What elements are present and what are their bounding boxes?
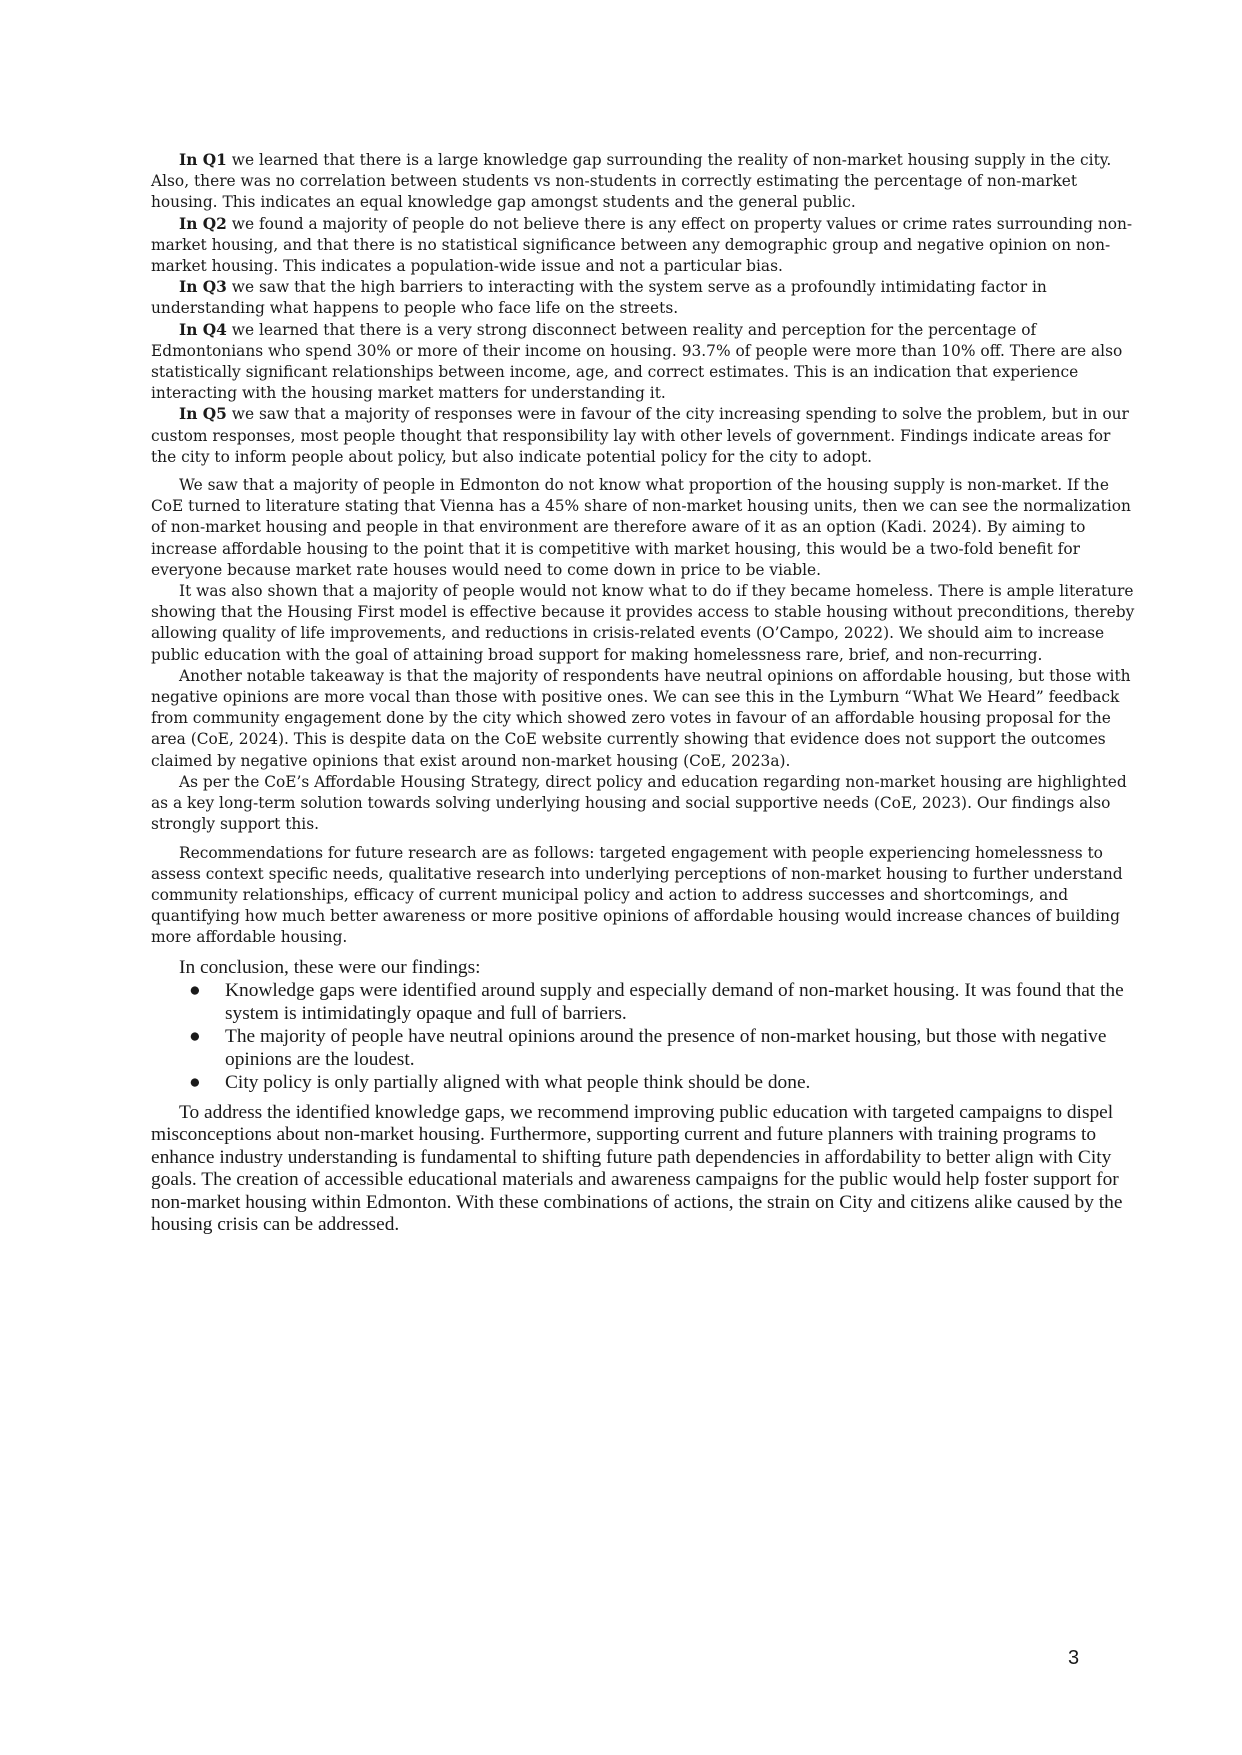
- finding-q5: [151, 404, 1135, 468]
- document-page: [151, 150, 1135, 1237]
- q1-text: we learned that there is a large knowledge gap surrounding the reality of non-market housing supply in the city. Also, there was no correlation between students vs non-students in correctly estimating the percentage of non-market housing. This indicates an equal knowledge gap amongst students and the general public.: [151, 151, 1112, 212]
- conclusion-intro: In conclusion, these were our findings:: [179, 956, 481, 978]
- recommendations-paragraph: Recommendations for future research are as follows: targeted engagement with people experiencing homelessness to assess context specific needs, qualitative research into underlying perceptions of non-market housing to further understand community relationships, efficacy of current municipal policy and action to address successes and shortcomings, and quantifying how much better awareness or more positive opinions of affordable housing would increase chances of building more affordable housing.: [151, 843, 1123, 947]
- q4-text: we learned that there is a very strong disconnect between reality and perception for the percentage of Edmontonians who spend 30% or more of their income on housing. 93.7% of people were more than 10% off. There are also statistically significant relationships between income, age, and correct estimates. This is an indication that experience interacting with the housing market matters for understanding it.: [151, 320, 1123, 403]
- bullet-icon: ●: [189, 1025, 201, 1047]
- page-number: 3: [1068, 1647, 1080, 1669]
- question-findings: [151, 150, 1135, 468]
- list-item: [151, 1025, 1135, 1071]
- finding-text: City policy is only partially aligned with what people think should be done.: [225, 1071, 811, 1093]
- q4-label: In Q4: [179, 320, 227, 339]
- discussion-paragraph-1: We saw that a majority of people in Edmonton do not know what proportion of the housing supply is non-market. If the CoE turned to literature stating that Vienna has a 45% share of non-market housing units, then we can see the normalization of non-market housing and people in that environment are therefore aware of it as an option (Kadi. 2024). By aiming to increase affordable housing to the point that it is competitive with market housing, this would be a two-fold benefit for everyone because market rate houses would need to come down in price to be viable.: [151, 476, 1131, 579]
- list-item: [151, 1071, 1135, 1094]
- q3-label: In Q3: [179, 278, 227, 297]
- q3-text: we saw that the high barriers to interacting with the system serve as a profoundly intimidating factor in understanding what happens to people who face life on the streets.: [151, 278, 1047, 318]
- discussion-paragraph-2: It was also shown that a majority of people would not know what to do if they became homeless. There is ample literature showing that the Housing First model is effective because it provides access to stable housing without preconditions, thereby allowing quality of life improvements, and reductions in crisis-related events (O’Campo, 2022). We should aim to increase public education with the goal of attaining broad support for making homelessness rare, brief, and non-recurring.: [151, 582, 1135, 664]
- discussion-section: [151, 475, 1135, 835]
- q5-text: we saw that a majority of responses were in favour of the city increasing spending to solve the problem, but in our custom responses, most people thought that responsibility lay with other levels of government. Findings indicate areas for the city to inform people about policy, but also indicate potential policy for the city to adopt.: [151, 405, 1129, 466]
- bullet-icon: ●: [189, 979, 201, 1001]
- finding-text: The majority of people have neutral opinions around the presence of non-market housing, but those with negative opinions are the loudest.: [225, 1025, 1107, 1070]
- finding-q1: [151, 150, 1135, 214]
- findings-list: [151, 979, 1135, 1094]
- discussion-paragraph-4: As per the CoE’s Affordable Housing Strategy, direct policy and education regarding non-market housing are highlighted as a key long-term solution towards solving underlying housing and social supportive needs (CoE, 2023). Our findings also strongly support this.: [151, 772, 1127, 834]
- bullet-icon: ●: [189, 1071, 201, 1093]
- finding-q3: [151, 277, 1135, 319]
- discussion-paragraph-3: Another notable takeaway is that the majority of respondents have neutral opinions on affordable housing, but those with negative opinions are more vocal than those with positive ones. We can see this in the Lymburn “What We Heard” feedback from community engagement done by the city which showed zero votes in favour of an affordable housing proposal for the area (CoE, 2024). This is despite data on the CoE website currently showing that evidence does not support the outcomes claimed by negative opinions that exist around non-market housing (CoE, 2023a).: [151, 666, 1131, 770]
- closing-paragraph: To address the identified knowledge gaps, we recommend improving public education with targeted campaigns to dispel misconceptions about non-market housing. Furthermore, supporting current and future planners with training programs to enhance industry understanding is fundamental to shifting future path dependencies in affordability to better align with City goals. The creation of accessible educational materials and awareness campaigns for the public would help foster support for non-market housing within Edmonton. With these combinations of actions, the strain on City and citizens alike caused by the housing crisis can be addressed.: [151, 1101, 1123, 1236]
- list-item: [151, 979, 1135, 1025]
- q1-label: In Q1: [179, 151, 227, 169]
- conclusion-section: [151, 956, 1135, 1237]
- finding-q2: [151, 214, 1135, 278]
- q2-text: we found a majority of people do not believe there is any effect on property values or crime rates surrounding non-market housing, and that there is no statistical significance between any demographic group and negative opinion on non-market housing. This indicates a population-wide issue and not a particular bias.: [151, 214, 1133, 276]
- q5-label: In Q5: [179, 405, 227, 424]
- finding-q4: [151, 320, 1135, 405]
- q2-label: In Q2: [179, 214, 227, 233]
- finding-text: Knowledge gaps were identified around supply and especially demand of non-market housing. It was found that the system is intimidatingly opaque and full of barriers.: [225, 979, 1124, 1024]
